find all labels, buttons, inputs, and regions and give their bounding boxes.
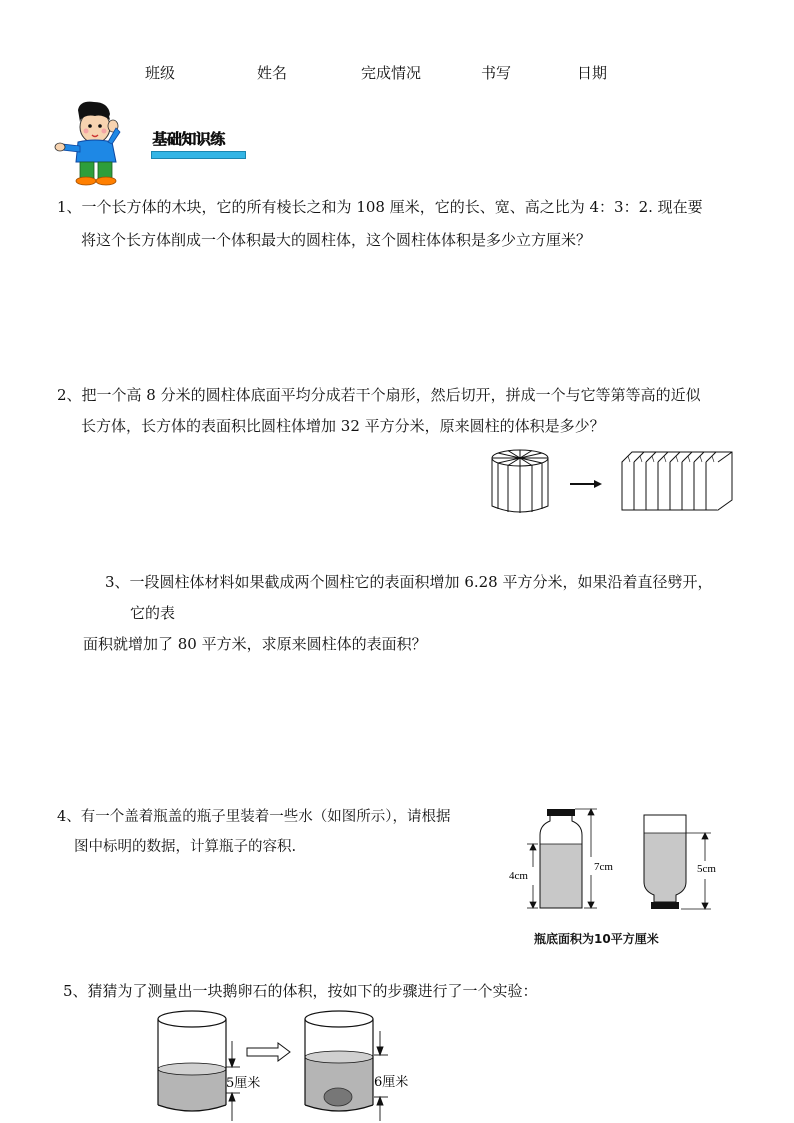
transform-arrow-icon [570,480,602,488]
bottle-height-label: 7cm [594,861,613,873]
stone-experiment-figure [150,1005,430,1123]
field-writing: 书写 [481,64,512,82]
step-arrow-icon [247,1043,290,1061]
bottle-caption: 瓶底面积为10平方厘米 [534,932,659,946]
field-name: 姓名 [257,64,288,82]
cup-after [305,1011,373,1111]
air-height-label: 5cm [697,863,716,875]
before-level-label: 5厘米 [226,1076,261,1091]
question-3-line-3: 面积就增加了 80 平方米，求原来圆柱体的表面积？ [83,635,427,653]
section-title: 基础知识练 [152,130,225,148]
question-2-line-1: 2、把一个高 8 分米的圆柱体底面平均分成若干个扇形，然后切开，拼成一个与它等第等高的近似 [57,386,701,404]
approximate-cuboid [622,452,732,510]
question-3-line-1: 3、一段圆柱体材料如果截成两个圆柱它的表面积增加 6.28 平方分米，如果沿着直径劈开， [105,573,713,591]
field-date: 日期 [577,64,608,82]
pebble [324,1088,352,1106]
question-1-line-1: 1、一个长方体的木块，它的所有棱长之和为 108 厘米，它的长、宽、高之比为 4：3：2. 现在要 [57,198,703,216]
question-2-line-2: 长方体，长方体的表面积比圆柱体增加 32 平方分米，原来圆柱的体积是多少？ [81,417,605,435]
question-3-line-2: 它的表 [130,604,176,622]
question-4-line-2: 图中标明的数据，计算瓶子的容积. [74,839,297,855]
inverted-bottle [644,815,686,909]
cup-before [158,1011,226,1111]
field-class: 班级 [145,64,176,82]
question-4-line-1: 4、有一个盖着瓶盖的瓶子里装着一些水（如图所示），请根据 [57,809,451,825]
section-title-underline [151,151,246,159]
field-completion: 完成情况 [361,64,422,82]
question-5-line-1: 5、猜猜为了测量出一块鹅卵石的体积，按如下的步骤进行了一个实验： [63,982,538,1000]
bottle-figure [505,805,733,917]
cylinder-to-cuboid-figure [488,446,740,518]
sliced-cylinder [492,450,548,513]
question-1-line-2: 将这个长方体削成一个体积最大的圆柱体，这个圆柱体体积是多少立方厘米？ [81,231,592,249]
water-height-label: 4cm [509,870,528,882]
after-level-label: 6厘米 [374,1075,409,1090]
upright-bottle [540,809,582,908]
cartoon-boy-icon [50,100,132,186]
